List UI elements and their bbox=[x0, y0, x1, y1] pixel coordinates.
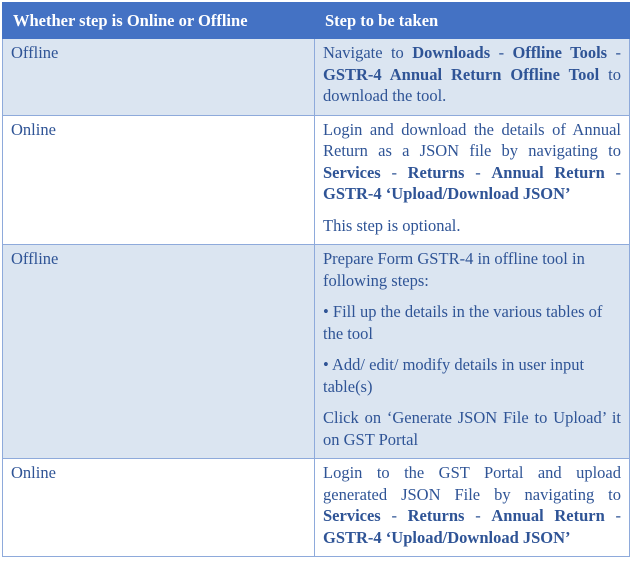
step-text: - bbox=[604, 506, 621, 525]
step-bold: Services bbox=[323, 162, 381, 182]
step-text: - bbox=[380, 162, 408, 182]
step-text: - bbox=[464, 162, 492, 182]
step-paragraph bbox=[323, 42, 621, 107]
step-text: - bbox=[380, 506, 408, 525]
row-step bbox=[315, 115, 630, 245]
step-bold: GSTR-4 Annual Return Offline Tool bbox=[323, 64, 600, 84]
step-bold: Returns bbox=[407, 506, 465, 525]
step-paragraph bbox=[323, 462, 621, 548]
step-bold: GSTR-4 ‘Upload/Download JSON’ bbox=[323, 184, 571, 203]
table-row bbox=[3, 245, 630, 459]
step-text: - bbox=[607, 43, 621, 62]
step-bold: Downloads bbox=[412, 43, 491, 62]
step-text: Login to the GST Portal and upload generated JSON File by navigating to bbox=[323, 463, 621, 504]
step-text: - bbox=[490, 43, 513, 62]
step-bold: Annual Return bbox=[491, 506, 605, 525]
row-mode: Online bbox=[3, 459, 315, 557]
row-step bbox=[315, 39, 630, 116]
step-paragraph: Prepare Form GSTR-4 in offline tool in following steps: bbox=[323, 249, 585, 290]
steps-table bbox=[2, 2, 630, 557]
row-mode: Online bbox=[3, 115, 315, 245]
table-row bbox=[3, 39, 630, 116]
header-step: Step to be taken bbox=[315, 3, 630, 39]
row-mode: Offline bbox=[3, 39, 315, 116]
step-bold: GSTR-4 ‘Upload/Download JSON’ bbox=[323, 527, 571, 547]
step-text: Login and download the details of Annual Return as a JSON file by navigating to bbox=[323, 119, 621, 160]
step-text: - bbox=[464, 506, 492, 525]
header-mode: Whether step is Online or Offline bbox=[3, 3, 315, 39]
table-row bbox=[3, 459, 630, 557]
step-text: - bbox=[604, 162, 621, 182]
step-bold: Returns bbox=[407, 162, 465, 182]
step-bold: Services bbox=[323, 506, 381, 525]
step-bold: Annual Return bbox=[491, 162, 605, 182]
step-text: to download the tool. bbox=[323, 64, 621, 105]
row-step bbox=[315, 245, 630, 459]
row-step bbox=[315, 459, 630, 557]
row-mode: Offline bbox=[3, 245, 315, 459]
step-paragraph: This step is optional. bbox=[323, 215, 461, 235]
table-row bbox=[3, 115, 630, 245]
step-bold: Offline Tools bbox=[512, 43, 608, 62]
step-paragraph: Click on ‘Generate JSON File to Upload’ it on GST Portal bbox=[323, 408, 621, 449]
step-paragraph bbox=[323, 119, 621, 205]
step-text: Navigate to bbox=[323, 43, 413, 62]
step-paragraph: • Fill up the details in the various tables of the tool bbox=[323, 302, 603, 343]
step-paragraph: • Add/ edit/ modify details in user input table(s) bbox=[323, 355, 585, 396]
table-header-row bbox=[3, 3, 630, 39]
